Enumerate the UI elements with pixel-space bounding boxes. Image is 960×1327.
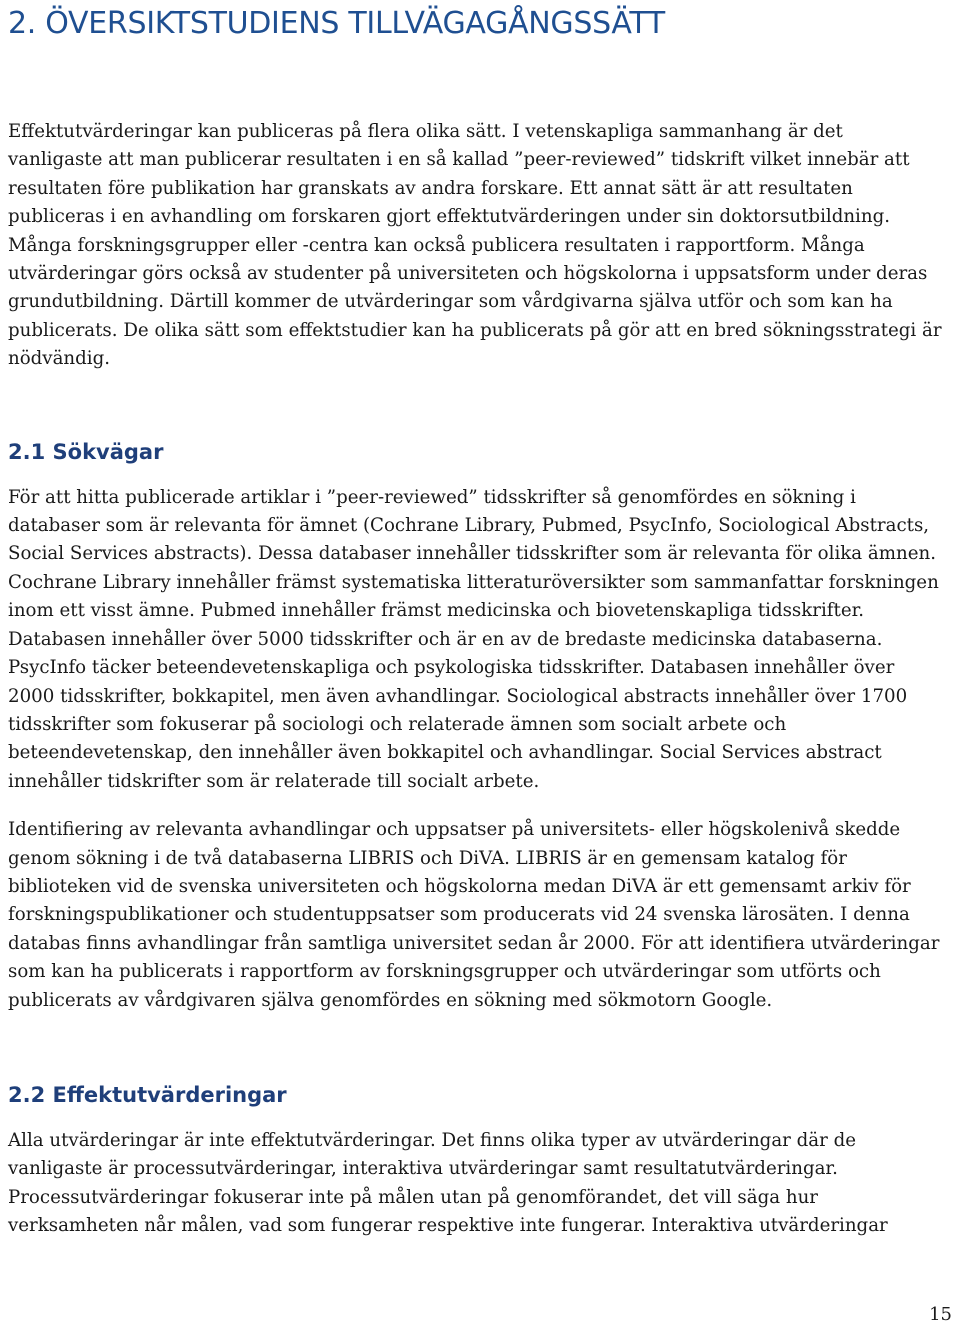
- intro-paragraph: Effektutvärderingar kan publiceras på flera olika sätt. I vetenskapliga sammanhang är det vanligaste att man publicerar resultaten i en så kallad ”peer-reviewed” tidskrift vilket innebär att resultaten före publikation har granskats av andra forskare. Ett annat sätt är att resultaten publiceras i en avhandling om forskaren gjort effektutvärderingen under sin doktorsutbildning. Många forskningsgrupper eller -centra kan också publicera resultaten i rapportform. Många utvärderingar görs också av studenter på universiteten och högskolorna i uppsatsform under deras grundutbildning. Därtill kommer de utvärderingar som vårdgivarna själva utför och som kan ha publicerats. De olika sätt som effektstudier kan ha publicerats på gör att en bred sökningsstrategi är nödvändig.: [8, 121, 942, 370]
- sokvagar-paragraph-databases: För att hitta publicerade artiklar i ”peer-reviewed” tidsskrifter så genomfördes en sökning i databaser som är relevanta för ämnet (Cochrane Library, Pubmed, PsycInfo, Sociological Abstracts, Social Services abstracts). Dessa databaser innehåller tidsskrifter som är relevanta för olika ämnen. Cochrane Library innehåller främst systematiska litteraturöversikter som sammanfattar forskningen inom ett visst ämne. Pubmed innehåller främst medicinska och biovetenskapliga tidsskrifter. Databasen innehåller över 5000 tidsskrifter och är en av de bredaste medicinska databaserna. PsycInfo täcker beteendevetenskapliga och psykologiska tidsskrifter. Databasen innehåller över 2000 tidsskrifter, bokkapitel, men även avhandlingar. Sociological abstracts innehåller över 1700 tidsskrifter som fokuserar på sociologi och relaterade ämnen som socialt arbete och beteendevetenskap, den innehåller även bokkapitel och avhandlingar. Social Services abstract innehåller tidskrifter som är relaterade till socialt arbete.: [8, 486, 939, 792]
- effektutvarderingar-paragraph: Alla utvärderingar är inte effektutvärderingar. Det finns olika typer av utvärderingar där de vanligaste är processutvärderingar, interaktiva utvärderingar samt resultatutvärderingar. Processutvärderingar fokuserar inte på målen utan på genomförandet, det vill säga hur verksamheten når målen, vad som fungerar respektive inte fungerar. Interaktiva utvärderingar: [8, 1129, 888, 1237]
- sokvagar-paragraph-theses: Identifiering av relevanta avhandlingar och uppsatser på universitets- eller högskolenivå skedde genom sökning i de två databaserna LIBRIS och DiVA. LIBRIS är en gemensam katalog för biblioteken vid de svenska universiteten och högskolorna medan DiVA är ett gemensamt arkiv för forskningspublikationer och studentuppsatser som producerats vid 24 svenska lärosäten. I denna databas finns avhandlingar från samtliga universitet sedan år 2000. För att identifiera utvärderingar som kan ha publicerats i rapportform av forskningsgrupper och utvärderingar som utförts och publicerats av vårdgivaren själva genomfördes en sökning med sökmotorn Google.: [8, 819, 940, 1011]
- section-heading-sokvagar: 2.1 Sökvägar: [8, 439, 164, 464]
- document-page: [0, 6, 960, 1327]
- page-number: 15: [929, 1304, 952, 1325]
- chapter-title: 2. ÖVERSIKTSTUDIENS TILLVÄGAGÅNGSSÄTT: [8, 6, 665, 41]
- section-heading-effektutvarderingar: 2.2 Effektutvärderingar: [8, 1082, 287, 1107]
